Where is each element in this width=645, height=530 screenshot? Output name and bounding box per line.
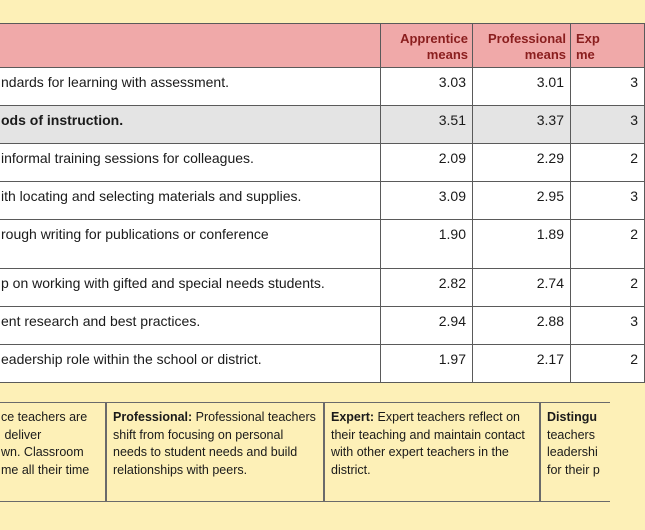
apprentice-mean-cell: 2.09 [381, 144, 473, 182]
expert-header: Exp me [571, 24, 645, 68]
expert-description [324, 402, 540, 502]
apprentice-mean-cell: 1.97 [381, 345, 473, 383]
professional-mean-cell: 1.89 [473, 220, 571, 269]
professional-desc-text: Professional teachers shift from focusing on personal needs to student needs and build relationships with peers. [113, 410, 316, 477]
statement-cell: ods of instruction. [0, 106, 381, 144]
expert-mean-cell: 3 [571, 68, 645, 106]
expert-desc-text: Expert teachers reflect on their teaching and maintain contact with other expert teachers in the district. [331, 410, 525, 477]
expert-mean-cell: 3 [571, 307, 645, 345]
distinguished-desc-label: Distingu [547, 410, 597, 424]
professional-mean-cell: 2.74 [473, 269, 571, 307]
expert-mean-cell: 2 [571, 269, 645, 307]
statement-header [0, 24, 381, 68]
statement-cell: p on working with gifted and special needs students. [0, 269, 381, 307]
statement-cell: ent research and best practices. [0, 307, 381, 345]
expert-mean-cell: 2 [571, 220, 645, 269]
expert-mean-cell: 2 [571, 144, 645, 182]
expert-desc-label: Expert: [331, 410, 375, 424]
apprentice-desc-line: deliver [1, 427, 42, 442]
table-row [0, 144, 645, 182]
apprentice-mean-cell: 3.03 [381, 68, 473, 106]
header-row [0, 24, 645, 68]
professional-header: Professional means [473, 24, 571, 68]
apprentice-mean-cell: 2.82 [381, 269, 473, 307]
apprentice-desc-line: wn. Classroom [1, 445, 84, 459]
table-row [0, 307, 645, 345]
table-row [0, 269, 645, 307]
professional-mean-cell: 3.01 [473, 68, 571, 106]
table-row [0, 106, 645, 144]
professional-desc-label: Professional: [113, 410, 193, 424]
professional-mean-cell: 2.95 [473, 182, 571, 220]
distinguished-desc-line: leadershi [547, 445, 598, 459]
distinguished-desc-line: for their p [547, 462, 600, 477]
apprentice-mean-cell: 3.51 [381, 106, 473, 144]
table-row [0, 220, 645, 269]
expert-mean-cell: 2 [571, 345, 645, 383]
professional-mean-cell: 2.17 [473, 345, 571, 383]
distinguished-description [540, 402, 610, 502]
distinguished-desc-line: teachers [547, 427, 595, 442]
professional-mean-cell: 2.29 [473, 144, 571, 182]
apprentice-mean-cell: 2.94 [381, 307, 473, 345]
statement-cell: ith locating and selecting materials and supplies. [0, 182, 381, 220]
table-row [0, 182, 645, 220]
apprentice-desc-line: me all their time [1, 462, 90, 477]
professional-mean-cell: 3.37 [473, 106, 571, 144]
apprentice-mean-cell: 3.09 [381, 182, 473, 220]
table-row [0, 68, 645, 106]
professional-description [106, 402, 324, 502]
statement-cell: eadership role within the school or district. [0, 345, 381, 383]
expert-mean-cell: 3 [571, 106, 645, 144]
table-row [0, 345, 645, 383]
apprentice-desc-line: ce teachers are [1, 410, 88, 424]
apprentice-header: Apprentice means [381, 24, 473, 68]
apprentice-description [0, 402, 106, 502]
statement-cell: rough writing for publications or conference [0, 220, 381, 269]
statement-cell: informal training sessions for colleagues. [0, 144, 381, 182]
means-table [0, 23, 645, 383]
professional-mean-cell: 2.88 [473, 307, 571, 345]
statement-cell: ndards for learning with assessment. [0, 68, 381, 106]
expert-mean-cell: 3 [571, 182, 645, 220]
apprentice-mean-cell: 1.90 [381, 220, 473, 269]
